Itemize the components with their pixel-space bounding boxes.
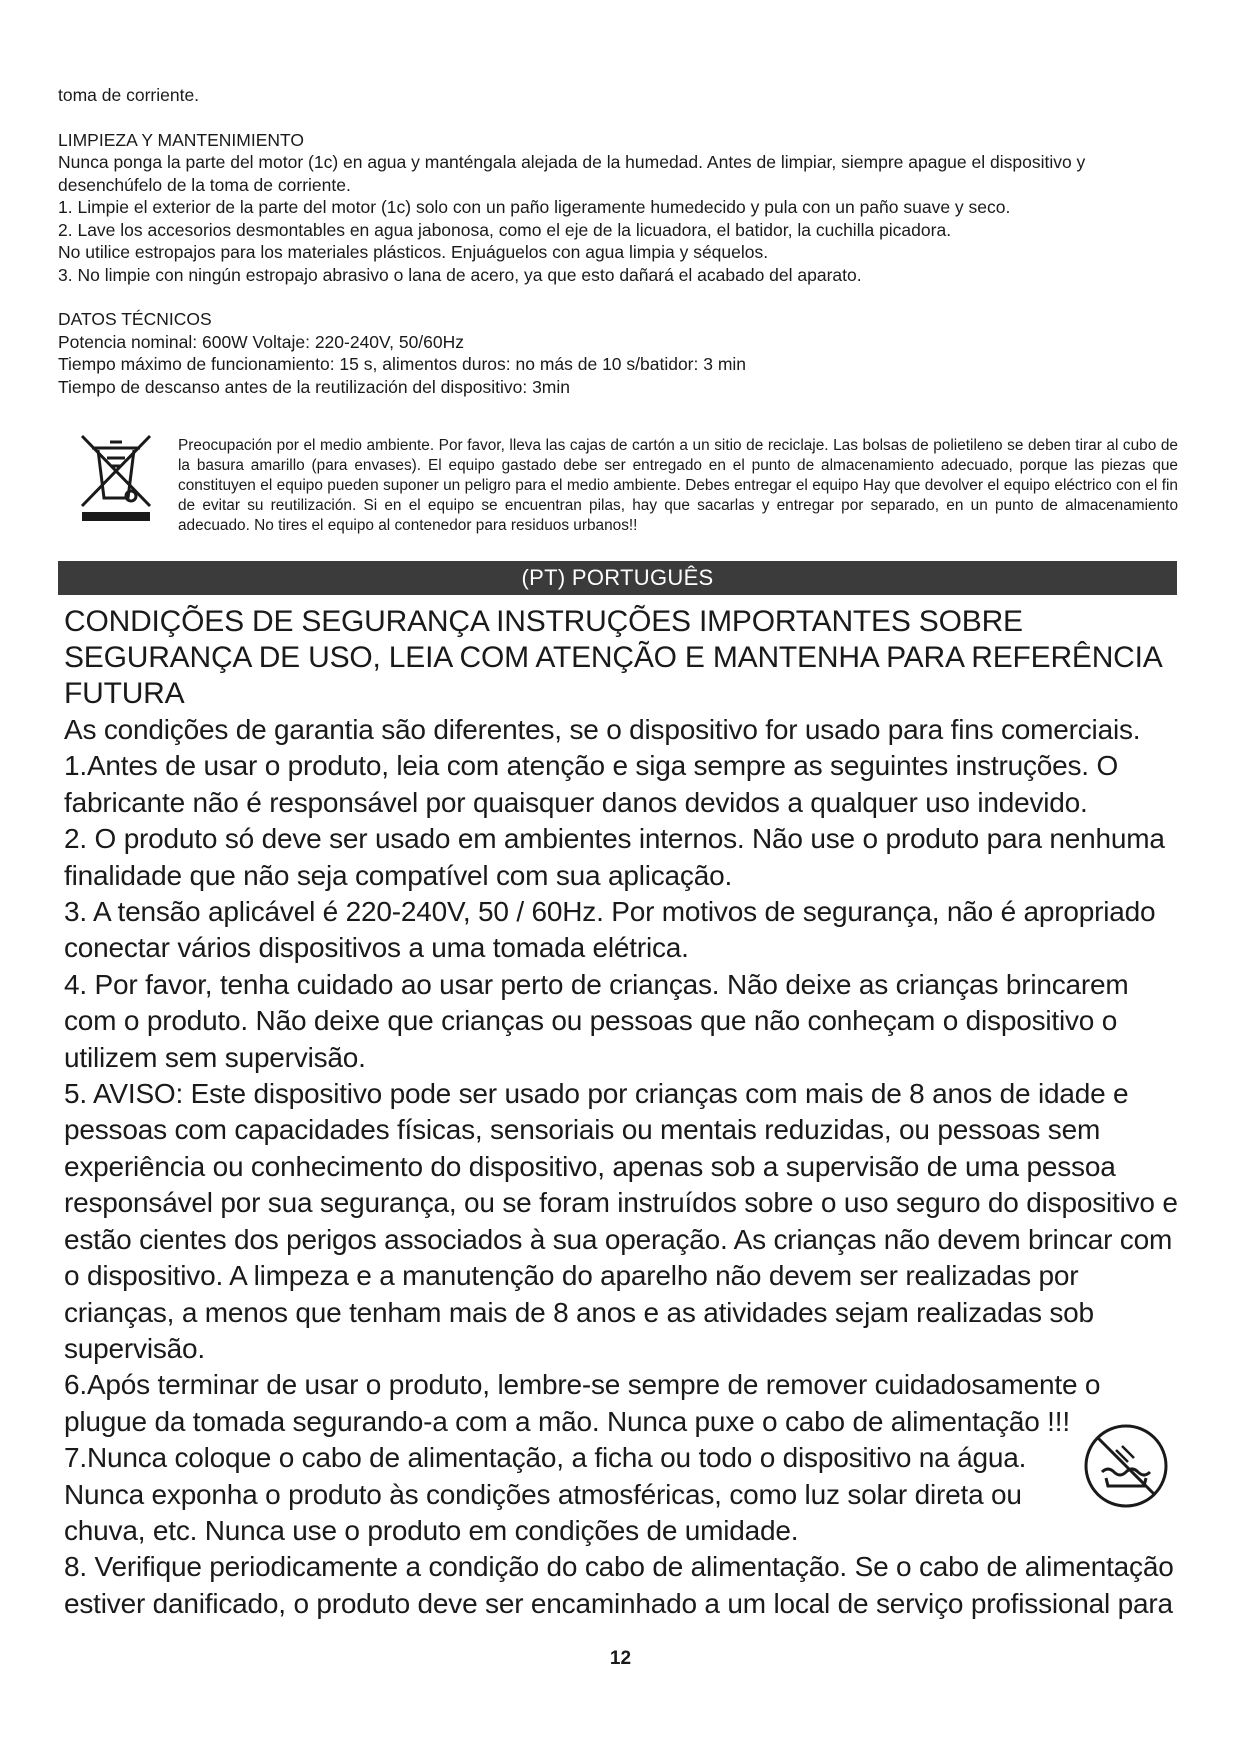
safety-item: 3. A tensão aplicável é 220-240V, 50 / 60Hz. Por motivos de segurança, não é apropriado conectar vários dispositivos a uma tomada elétrica. <box>64 896 1156 964</box>
safety-item: 4. Por favor, tenha cuidado ao usar perto de crianças. Não deixe as crianças brincarem com o produto. Não deixe que crianças ou pessoas que não conheçam o dispositivo o utilizem sem supervisão. <box>64 968 1129 1073</box>
no-water-immersion-icon <box>1082 1422 1170 1510</box>
warranty-text: As condições de garantia são diferentes, se o dispositivo for usado para fins comerciais. <box>64 714 1141 745</box>
page-number: 12 <box>609 1648 632 1669</box>
safety-item: 8. Verifique periodicamente a condição do cabo de alimentação. Se o cabo de alimentação estiver danificado, o produto deve ser encaminhado a um local de serviço profissional para <box>64 1551 1174 1619</box>
safety-item: 5. AVISO: Este dispositivo pode ser usado por crianças com mais de 8 anos de idade e pessoas com capacidades físicas, sensoriais ou mentais reduzidas, ou pessoas sem experiência ou conhecimento do dispositivo, apenas sob a supervisão de uma pessoa responsável por sua segurança, ou se foram instruídos sobre o uso seguro do dispositivo e estão cientes dos perigos associados à sua operação. As crianças não devem brincar com o dispositivo. A limpeza e a manutenção do aparelho não devem ser realizadas por crianças, a menos que tenham mais de 8 anos e as atividades sejam realizadas sob supervisão. <box>64 1078 1178 1364</box>
language-header-label: (PT) PORTUGUÊS <box>521 565 714 590</box>
cleaning-item: 2. Lave los accesorios desmontables en agua jabonosa, como el eje de la licuadora, el batidor, la cuchilla picadora. <box>58 219 952 240</box>
safety-item: 6.Após terminar de usar o produto, lembre-se sempre de remover cuidadosamente o plugue da tomada segurando-a com a mão. Nunca puxe o cabo de alimentação !!! <box>64 1369 1101 1437</box>
safety-title: CONDIÇÕES DE SEGURANÇA INSTRUÇÕES IMPORTANTES SOBRE SEGURANÇA DE USO, LEIA COM ATENÇÃO E MANTENHA PARA REFERÊNCIA FUTURA <box>64 605 1161 710</box>
tech-item: Tiempo de descanso antes de la reutilización del dispositivo: 3min <box>58 376 570 397</box>
safety-item: 7.Nunca coloque o cabo de alimentação, a ficha ou todo o dispositivo na água. Nunca exponha o produto às condições atmosféricas, como luz solar direta ou chuva, etc. Nunca use o produto em condições de umidade. <box>64 1442 1027 1546</box>
cleaning-item: No utilice estropajos para los materiales plásticos. Enjuáguelos con agua limpia y séquelos. <box>58 242 769 262</box>
language-header <box>58 561 1177 595</box>
safety-item: 2. O produto só deve ser usado em ambientes internos. Não use o produto para nenhuma finalidade que não seja compatível com sua aplicação. <box>64 823 1165 891</box>
recycle-notice: Preocupación por el medio ambiente. Por favor, lleva las cajas de cartón a un sitio de reciclaje. Las bolsas de polietileno se deben tirar al cubo de la basura amarillo (para envases). El equipo gastado debe ser entregado en el punto de almacenamiento adecuado, porque las piezas que constituyen el equipo pueden suponer un peligro para el medio ambiente. Debes entregar el equipo Hay que devolver el equipo eléctrico con el fin de evitar su reutilización. Si en el equipo se encuentran pilas, hay que sacarlas y entregar por separado, en un punto de almacenamiento adecuado. No tires el equipo al contenedor para residuos urbanos!! <box>178 437 1178 534</box>
cleaning-item: 3. No limpie con ningún estropajo abrasivo o lana de acero, ya que esto dañará el acabado del aparato. <box>58 264 862 285</box>
tech-item: Tiempo máximo de funcionamiento: 15 s, alimentos duros: no más de 10 s/batidor: 3 min <box>58 354 747 374</box>
intro-text: toma de corriente. <box>58 85 200 105</box>
tech-item: Potencia nominal: 600W Voltaje: 220-240V, 50/60Hz <box>58 331 465 352</box>
cleaning-text: Nunca ponga la parte del motor (1c) en agua y manténgala alejada de la humedad. Antes de limpiar, siempre apague el dispositivo y desenchúfelo de la toma de corriente. <box>58 152 1086 195</box>
cleaning-title: LIMPIEZA Y MANTENIMIENTO <box>58 129 305 150</box>
tech-title: DATOS TÉCNICOS <box>58 309 212 329</box>
safety-item: 1.Antes de usar o produto, leia com atenção e siga sempre as seguintes instruções. O fabricante não é responsável por quaisquer danos devidos a qualquer uso indevido. <box>64 750 1119 818</box>
portuguese-section <box>64 604 1179 1622</box>
spanish-section <box>58 84 1178 398</box>
cleaning-item: 1. Limpie el exterior de la parte del motor (1c) solo con un paño ligeramente humedecido y pula con un paño suave y seco. <box>58 197 1011 217</box>
crossed-out-wheelie-bin-icon <box>76 428 156 522</box>
